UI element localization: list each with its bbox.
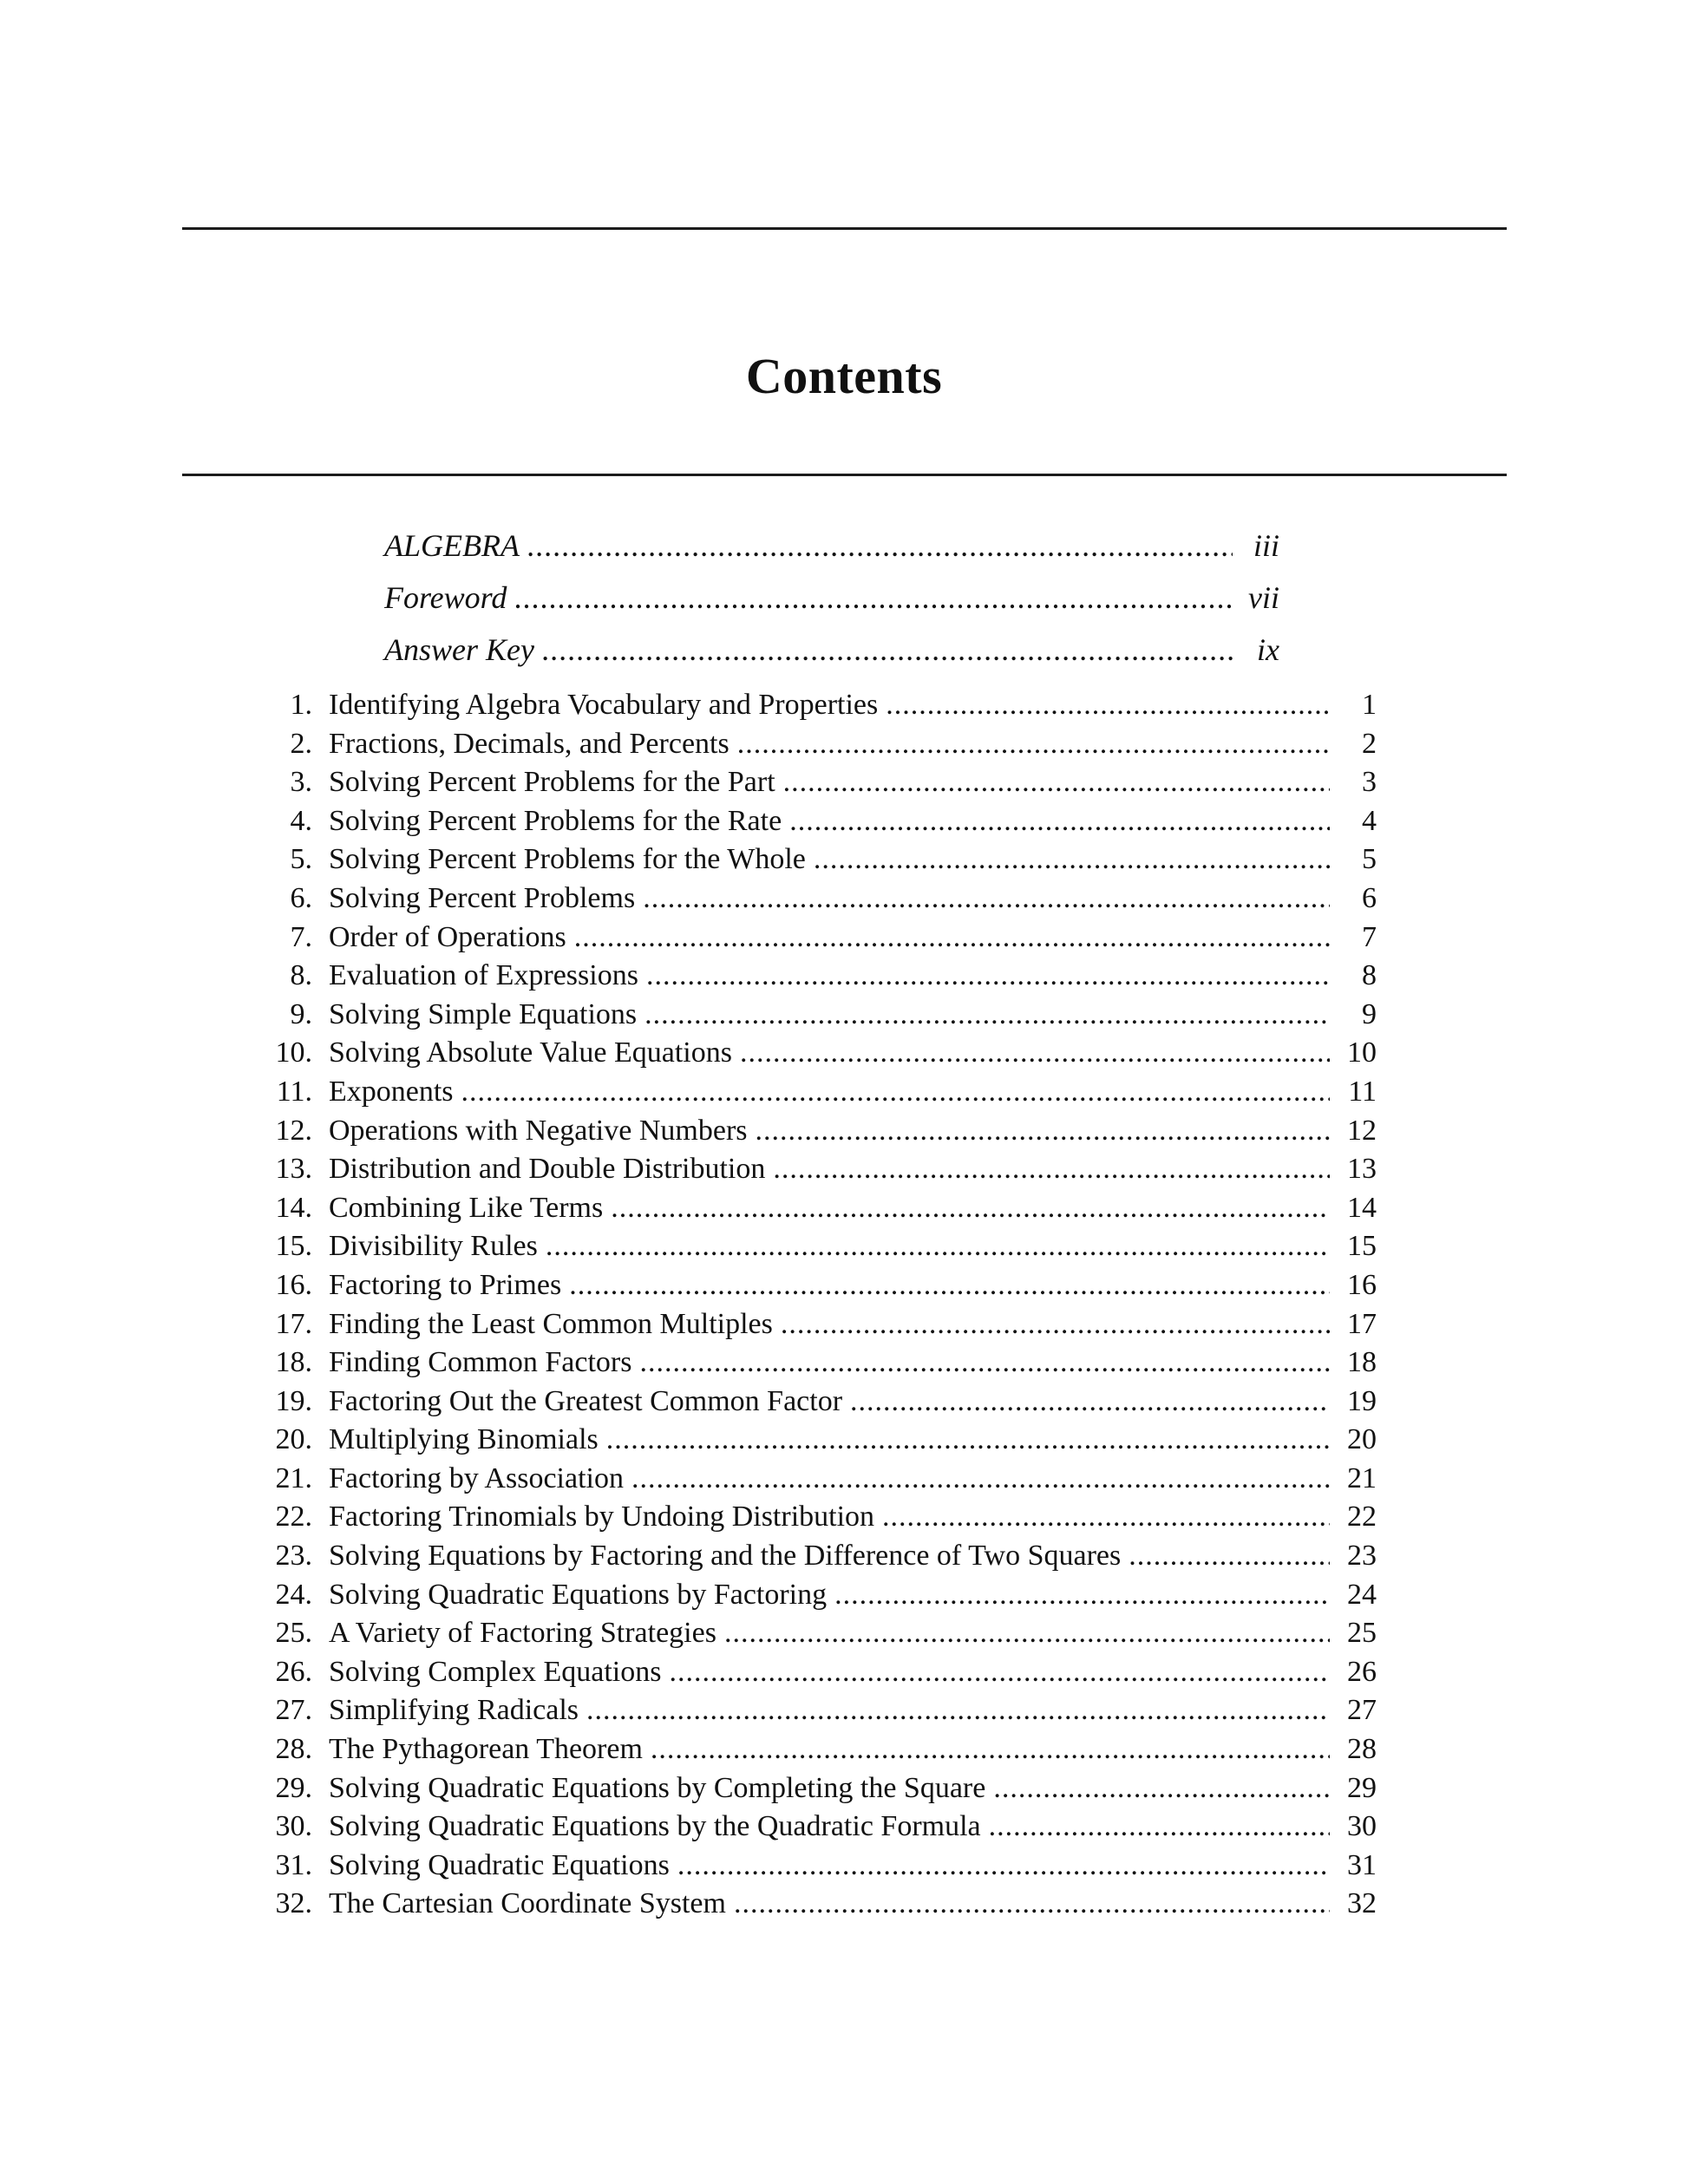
dot-leader — [989, 1808, 1330, 1847]
entry-page: 32 — [1347, 1887, 1377, 1920]
toc-entry — [252, 919, 1377, 958]
entry-number: 5. — [290, 843, 312, 876]
dot-leader — [606, 1421, 1330, 1460]
dot-leader — [669, 1653, 1330, 1692]
entry-page: 26 — [1347, 1655, 1377, 1688]
entry-number: 25. — [275, 1617, 312, 1650]
entry-page: 1 — [1362, 689, 1377, 721]
entry-title: Factoring Out the Greatest Common Factor — [329, 1384, 843, 1417]
entry-title: Fractions, Decimals, and Percents — [329, 727, 730, 760]
entry-title: The Cartesian Coordinate System — [329, 1887, 726, 1920]
dot-leader — [569, 1266, 1330, 1305]
toc-entry — [252, 1614, 1377, 1653]
top-divider — [182, 227, 1507, 230]
front-matter-list — [384, 520, 1279, 676]
front-matter-entry — [384, 520, 1279, 572]
entry-title: Multiplying Binomials — [329, 1423, 599, 1456]
dot-leader — [586, 1691, 1330, 1730]
entry-number: 16. — [275, 1268, 312, 1301]
entry-page: 11 — [1348, 1075, 1377, 1108]
entry-page: 17 — [1347, 1307, 1377, 1340]
entry-page: 7 — [1362, 920, 1377, 953]
entry-title: Solving Simple Equations — [329, 997, 638, 1030]
toc-entry — [252, 840, 1377, 879]
entry-title: Solving Quadratic Equations by Factoring — [329, 1578, 828, 1611]
dot-leader — [677, 1847, 1330, 1886]
entry-number: 17. — [275, 1307, 312, 1340]
entry-page: 10 — [1347, 1036, 1377, 1069]
dot-leader — [781, 1305, 1330, 1344]
toc-entry — [252, 1073, 1377, 1112]
dot-leader — [740, 1034, 1330, 1073]
dot-leader — [1129, 1537, 1330, 1576]
entry-number: 18. — [275, 1346, 312, 1379]
entry-number: 7. — [290, 920, 312, 953]
toc-entry — [252, 1808, 1377, 1847]
entry-number: 21. — [275, 1461, 312, 1494]
entry-number: 26. — [275, 1655, 312, 1688]
dot-leader — [882, 1498, 1330, 1537]
entry-number: 14. — [275, 1191, 312, 1224]
front-matter-entry — [384, 624, 1279, 676]
entry-title: Solving Quadratic Equations — [329, 1848, 670, 1881]
entry-number: 30. — [275, 1810, 312, 1843]
entry-number: 3. — [290, 766, 312, 799]
entry-title: Solving Percent Problems — [329, 881, 636, 914]
front-matter-page: iii — [1253, 528, 1279, 563]
entry-title: Combining Like Terms — [329, 1191, 604, 1224]
entry-number: 12. — [275, 1114, 312, 1147]
entry-number: 1. — [290, 689, 312, 721]
dot-leader — [643, 879, 1330, 919]
toc-entry — [252, 802, 1377, 841]
toc-entry — [252, 879, 1377, 919]
dot-leader — [651, 1730, 1330, 1769]
entry-number: 31. — [275, 1848, 312, 1881]
entry-number: 13. — [275, 1153, 312, 1186]
entry-title: Identifying Algebra Vocabulary and Properties — [329, 689, 879, 721]
toc-entry — [252, 1730, 1377, 1769]
entry-title: Solving Equations by Factoring and the Difference of Two Squares — [329, 1540, 1122, 1573]
entry-title: The Pythagorean Theorem — [329, 1733, 643, 1766]
entry-title: Solving Percent Problems for the Rate — [329, 804, 782, 837]
entry-page: 9 — [1362, 997, 1377, 1030]
toc-entry — [252, 1885, 1377, 1924]
entry-page: 5 — [1362, 843, 1377, 876]
dot-leader — [850, 1383, 1330, 1422]
entry-number: 2. — [290, 727, 312, 760]
entry-page: 8 — [1362, 959, 1377, 992]
dot-leader — [646, 957, 1330, 996]
dot-leader — [773, 1150, 1330, 1189]
entry-title: Operations with Negative Numbers — [329, 1114, 748, 1147]
entry-title: Solving Absolute Value Equations — [329, 1036, 732, 1069]
entry-number: 29. — [275, 1771, 312, 1804]
entry-number: 19. — [275, 1384, 312, 1417]
toc-entry — [252, 763, 1377, 802]
entry-title: Factoring Trinomials by Undoing Distribution — [329, 1501, 875, 1533]
dot-leader — [514, 572, 1233, 624]
entry-page: 14 — [1347, 1191, 1377, 1224]
dot-leader — [756, 1112, 1331, 1151]
entry-number: 24. — [275, 1578, 312, 1611]
entry-number: 11. — [276, 1075, 312, 1108]
dot-leader — [527, 520, 1233, 572]
dot-leader — [611, 1189, 1330, 1228]
entry-title: Distribution and Double Distribution — [329, 1153, 766, 1186]
entry-title: Finding the Least Common Multiples — [329, 1307, 773, 1340]
entry-page: 19 — [1347, 1384, 1377, 1417]
entry-number: 22. — [275, 1501, 312, 1533]
entry-title: Order of Operations — [329, 920, 566, 953]
toc-entry — [252, 1769, 1377, 1808]
entry-number: 27. — [275, 1694, 312, 1727]
entry-page: 31 — [1347, 1848, 1377, 1881]
toc-entry — [252, 1653, 1377, 1692]
entry-number: 28. — [275, 1733, 312, 1766]
front-matter-label: Foreword — [384, 580, 507, 615]
dot-leader — [993, 1769, 1330, 1808]
dot-leader — [574, 919, 1330, 958]
entry-page: 28 — [1347, 1733, 1377, 1766]
dot-leader — [639, 1344, 1330, 1383]
entry-page: 20 — [1347, 1423, 1377, 1456]
toc-entry — [252, 1305, 1377, 1344]
dot-leader — [783, 763, 1330, 802]
toc-entry — [252, 996, 1377, 1035]
toc-entry — [252, 1498, 1377, 1537]
front-matter-label: ALGEBRA — [384, 528, 520, 563]
dot-leader — [789, 802, 1330, 841]
dot-leader — [644, 996, 1330, 1035]
toc-entry — [252, 1344, 1377, 1383]
toc-entry — [252, 1266, 1377, 1305]
entry-page: 6 — [1362, 881, 1377, 914]
toc-entry — [252, 1189, 1377, 1228]
entry-page: 2 — [1362, 727, 1377, 760]
entry-page: 15 — [1347, 1230, 1377, 1263]
toc-entry — [252, 1383, 1377, 1422]
front-matter-page: vii — [1248, 580, 1279, 615]
toc-entry — [252, 957, 1377, 996]
entry-page: 23 — [1347, 1540, 1377, 1573]
entry-title: Finding Common Factors — [329, 1346, 632, 1379]
entry-number: 4. — [290, 804, 312, 837]
entry-page: 3 — [1362, 766, 1377, 799]
entry-title: Simplifying Radicals — [329, 1694, 579, 1727]
toc-entry — [252, 1227, 1377, 1266]
dot-leader — [461, 1073, 1330, 1112]
dot-leader — [542, 624, 1233, 676]
front-matter-entry — [384, 572, 1279, 624]
entry-page: 18 — [1347, 1346, 1377, 1379]
entry-page: 30 — [1347, 1810, 1377, 1843]
entry-title: Evaluation of Expressions — [329, 959, 638, 992]
toc-entry — [252, 686, 1377, 725]
dot-leader — [834, 1576, 1330, 1615]
entry-page: 21 — [1347, 1461, 1377, 1494]
entry-page: 25 — [1347, 1617, 1377, 1650]
entry-number: 6. — [290, 881, 312, 914]
entry-title: Solving Percent Problems for the Whole — [329, 843, 806, 876]
entry-page: 12 — [1347, 1114, 1377, 1147]
toc-entry — [252, 1691, 1377, 1730]
entry-number: 10. — [275, 1036, 312, 1069]
dot-leader — [631, 1460, 1330, 1499]
entry-page: 27 — [1347, 1694, 1377, 1727]
dot-leader — [724, 1614, 1330, 1653]
entry-title: Solving Quadratic Equations by Completing the Square — [329, 1771, 986, 1804]
entry-page: 22 — [1347, 1501, 1377, 1533]
dot-leader — [737, 725, 1330, 764]
entry-number: 20. — [275, 1423, 312, 1456]
dot-leader — [886, 686, 1330, 725]
toc-entry — [252, 1460, 1377, 1499]
entry-page: 24 — [1347, 1578, 1377, 1611]
middle-divider — [182, 474, 1507, 476]
toc-entry — [252, 1847, 1377, 1886]
entry-number: 32. — [275, 1887, 312, 1920]
entry-number: 15. — [275, 1230, 312, 1263]
entry-number: 23. — [275, 1540, 312, 1573]
entry-number: 8. — [290, 959, 312, 992]
entry-title: Exponents — [329, 1075, 454, 1108]
entry-page: 16 — [1347, 1268, 1377, 1301]
front-matter-label: Answer Key — [384, 632, 534, 667]
dot-leader — [734, 1885, 1330, 1924]
entry-title: Solving Quadratic Equations by the Quadratic Formula — [329, 1810, 981, 1843]
entry-title: Factoring by Association — [329, 1461, 624, 1494]
entry-page: 13 — [1347, 1153, 1377, 1186]
dot-leader — [546, 1227, 1330, 1266]
toc-entry — [252, 1034, 1377, 1073]
entry-page: 4 — [1362, 804, 1377, 837]
entry-title: Solving Complex Equations — [329, 1655, 662, 1688]
toc-entry — [252, 1150, 1377, 1189]
toc-list — [252, 686, 1377, 1924]
entry-title: Factoring to Primes — [329, 1268, 562, 1301]
page-title: Contents — [745, 347, 943, 404]
front-matter-page: ix — [1257, 632, 1279, 667]
entry-title: A Variety of Factoring Strategies — [329, 1617, 716, 1650]
toc-entry — [252, 1112, 1377, 1151]
toc-entry — [252, 1421, 1377, 1460]
toc-entry — [252, 1576, 1377, 1615]
toc-entry — [252, 725, 1377, 764]
entry-number: 9. — [290, 997, 312, 1030]
dot-leader — [814, 840, 1330, 879]
entry-title: Divisibility Rules — [329, 1230, 538, 1263]
toc-entry — [252, 1537, 1377, 1576]
entry-page: 29 — [1347, 1771, 1377, 1804]
entry-title: Solving Percent Problems for the Part — [329, 766, 775, 799]
